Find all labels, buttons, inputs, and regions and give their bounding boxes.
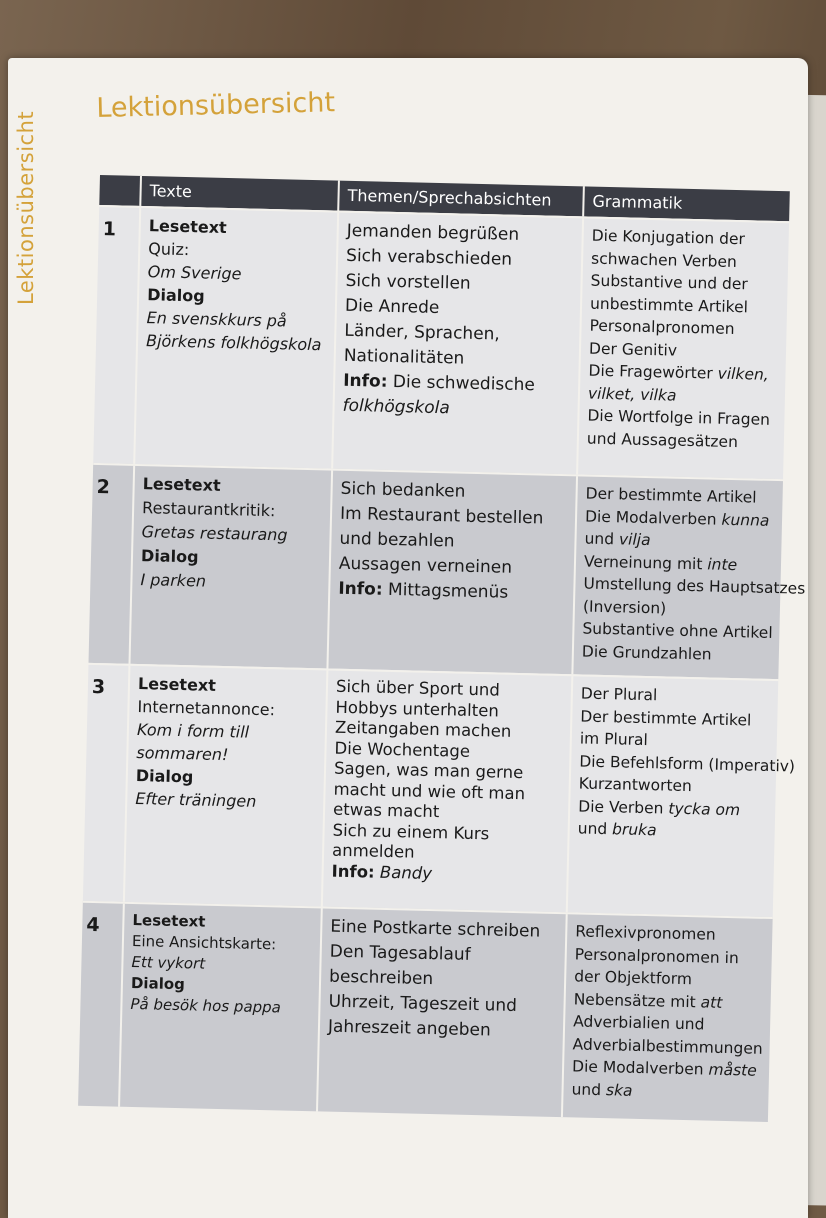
- lesson-number: 1: [102, 218, 117, 241]
- texte-cell: Lesetext Restaurantkritik: Gretas restaurang Dialog I parken: [128, 466, 331, 669]
- grammatik-cell: Die Konjugation der schwachen Verben Substantive und der unbestimmte Artikel Personalpronomen Der Genitiv Die Fragewörter vilken, vilket, vilka Die Wortfolge in Fragen und Aussagesätzen: [576, 218, 789, 479]
- header-grammatik: Grammatik: [582, 186, 790, 221]
- header-number-cell: [99, 175, 140, 206]
- texte-cell: Lesetext Eine Ansichtskarte: Ett vykort Dialog På besök hos pappa: [118, 904, 321, 1112]
- lesson-overview-table: [78, 175, 806, 1122]
- lesson-number: 2: [96, 476, 111, 499]
- lesson-number: 3: [91, 675, 106, 699]
- lesson-row-3: [83, 663, 796, 917]
- lesson-row-2: [89, 463, 806, 679]
- page-title: Lektionsübersicht: [96, 87, 336, 124]
- themen-cell: Sich über Sport und Hobbys unterhalten Zeitangaben machen Die Wochentage Sagen, was man gerne macht und wie oft man etwas macht Sich zu einem Kurs anmelden Info: Bandy: [321, 670, 571, 912]
- grammatik-cell: Der bestimmte Artikel Die Modalverben kunna und vilja Verneinung mit inte Umstellung des Hauptsatzes (Inversion) Substantive ohne Artikel Die Grundzahlen: [571, 476, 783, 679]
- header-texte: Texte: [139, 176, 338, 211]
- lesson-row-4: [78, 901, 773, 1122]
- themen-cell: Eine Postkarte schreiben Den Tagesablauf beschreiben Uhrzeit, Tageszeit und Jahreszeit angeben: [316, 908, 566, 1117]
- texte-cell: Lesetext Internetannonce: Kom i form till sommaren! Dialog Efter träningen: [123, 666, 327, 907]
- lesson-row-1: [93, 205, 789, 479]
- texte-cell: Lesetext Quiz: Om Sverige Dialog En svenskkurs på Björkens folkhögskola: [133, 208, 337, 469]
- themen-cell: Sich bedanken Im Restaurant bestellen und bezahlen Aussagen verneinen Info: Mittagsmenüs: [326, 471, 576, 675]
- side-running-title: Lektionsübersicht: [14, 110, 38, 305]
- header-themen: Themen/Sprechabsichten: [337, 181, 583, 217]
- grammatik-cell: Der Plural Der bestimmte Artikel im Plural Die Befehlsform (Imperativ) Kurzantworten Die Verben tycka om und bruka: [566, 676, 779, 917]
- grammatik-cell: Reflexivpronomen Personalpronomen in der Objektform Nebensätze mit att Adverbialien und Adverbialbestimmungen Die Modalverben måste und ska: [561, 914, 773, 1122]
- lesson-number: 4: [86, 913, 100, 937]
- themen-cell: Jemanden begrüßen Sich verabschieden Sich vorstellen Die Anrede Länder, Sprachen, Nationalitäten Info: Die schwedische folkhögskola: [331, 213, 582, 475]
